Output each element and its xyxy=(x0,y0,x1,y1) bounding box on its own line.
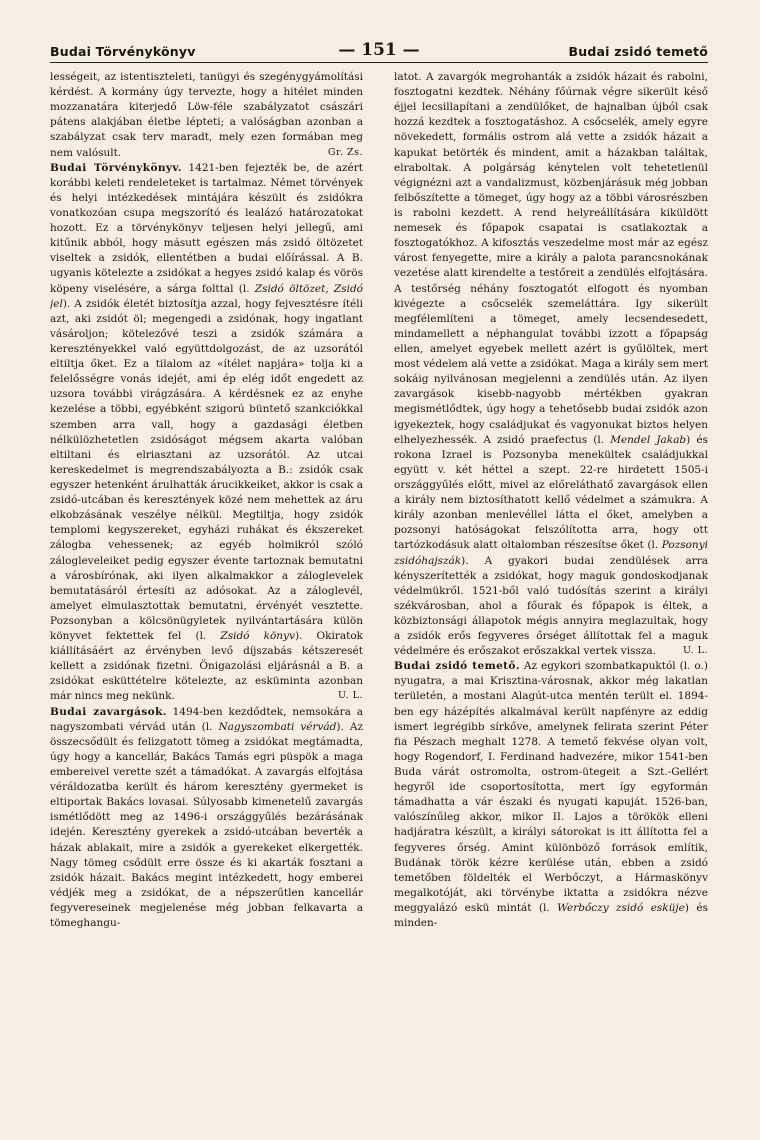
cross-reference: Nagyszombati vérvád xyxy=(218,720,337,733)
running-header xyxy=(50,40,708,63)
entry-text: ) és rokona Izrael is Pozsonyba menekültek családjukkal együtt v. két héttel a szept. 22-re hirdetett 1505-i országgyűlés előtt, mivel az előreláthatő zavargások ellen a király nem biztosíthatott kellő védelmet a számukra. A király azonban menlevéllel látta el őket, amelyben a pozsonyi hatóságokat felszólította arra, hogy ott tartózkodásuk alatt oltalomban részesítse őket (l. xyxy=(394,433,708,552)
author-signature: U. L. xyxy=(682,645,708,657)
header-right-title: Budai zsidó temető xyxy=(568,44,708,59)
cross-reference: Pozsonyi zsidóhajszák xyxy=(394,539,708,567)
cross-reference: Zsidó könyv xyxy=(220,630,295,643)
entry-text: latot. A zavargók megrohanták a zsidók házait és rabolni, fosztogatni kezdtek. Néhány főúrnak végre sikerült késő éjjel lecsillapítani a zendülőket, de hajnalban újból csak hozzá kezdtek a fosztogatáshoz. A csőcselék, amely egyre növekedett, formális ostrom alá vette a zsidók házait a kapukat betörték és mindent, amit a házakban találtak, elraboltak. A polgárság kénytelen volt tehetetlenül végignézni azt a vandalizmust, közbenjárásuk még jobban felbőszítette a tömeget, úgy hogy az a többi városrészben is rabolni kezdett. A rend helyreállítására kiküldött nemesek és főpapok csapatai is csatlakoztak a fosztogatókhoz. A kifosztás veszedelme most már az egész várost fenyegette, mire a király a palota parancsnokának vezetése alatt kirendelte a testőreit a zendülés elfojtására. A testőrség néhány fosztogatót elfogott és nyomban kivégezte a csőcselék szemeláttára. Igy sikerült megfélemlíteni a tömeget, amely lecsendesedett, mindamellett a néphangulat további izzott a főpapság ellen, amelyet egyebek mellett azért is gyűlöltek, mert most védelem alá vette a zsidókat. Maga a király sem mert sokáig nyilvánosan megjelenni a zendülés után. Az ilyen zavargások kisebb-nagyobb mértékben gyakran megismétlődtek, úgy hogy a tehetősebb budai zsidók azon igyekeztek, hogy családjukat és vagyonukat biztos helyen elhelyezhessék. A zsidó praefectus (l. xyxy=(394,71,708,446)
header-left-title: Budai Törvénykönyv xyxy=(50,44,196,59)
entry-text: ) és minden- xyxy=(394,902,708,930)
entry-text: ). A gyakori budai zendülések arra kényszerítették a zsidókat, hogy maguk gondoskodjanak védelmükről. 1521-ből való tudósítás szerint a királyi székvárosban, ahol a főurak és főpapok is éltek, a közbiztonsági állapotok mégis annyira meglazultak, hogy a zsidók erős fegyveres őrséget állítottak fel a maguk védelmére és erőszakot erőszakkal vertek vissza. xyxy=(394,554,708,658)
entry-text: ). Okiratok kiállításáért az érvényben levő díjszabás kétszeresét kellett a zsidónak fizetni. Önigazolási eljárásnál a B. a zsidókat esküttételre kötelezte, az esküminta azonban már nincs meg nekünk. xyxy=(50,630,363,703)
entry-budai-zsido-temeto xyxy=(394,659,708,931)
author-signature: U. L. xyxy=(337,690,363,702)
entry-text: Az egykori szombatkapuktól (l. o.) nyugatra, a mai Krisztina-városnak, akkor még lakatlan területén, a mostani Alagút-utca mentén terült el. 1894-ben egy házépítés alkalmával került napfényre az eddig ismert legrégibb sírkőve, amelynek felirata szerint Péter fia Pészach meghalt 1278. A temető fekvése olyan volt, hogy Rogendorf, I. Ferdinand hadvezére, mikor 1541-ben Buda várát ostromolta, ostrom-ütegeit a Szt.-Gellért hegyről ide csoportosította, mert így egyformán támadhatta a vár északi és nyugati kapuját. 1526-ban, valószínűleg akkor, mikor II. Lajos a törökök elleni hadjáratra készült, a királyi sátorokat is itt állította fel a fegyveres őrség. Amint különböző források említik, Budának török kézre kerülése után, ebben a zsidó temetőben földelték el Werbőczyt, a Hármaskönyv megalkotóját, aki törvénybe iktatta a zsidókra nézve meggyalázó eskü mintát (l. xyxy=(394,660,708,915)
entry-text: ). A zsidók életét biztosítja azzal, hogy fejvesztésre ítéli azt, aki zsidót öl; megengedi a zsidónak, hogy ingatlant vásároljon; kötelezővé teszi a zsidók számára a keresztényekkel való együttdolgozást, de az uzsorától eltiltja őket. Ez a tilalom az «ítélet napjára» tolja ki a felelősségre vonás idejét, ami ép elég időt engedett az uzsora további virágzására. A kérdésnek ez az enyhe kezelése a többi, egyébként szigorú büntető szankciókkal szemben arra vall, hogy a gazdasági életben nélkülözhetetlen zsidóságot mégsem akarta valóban eltiltani és elriasztani az uzsorától. Az utcai kereskedelmet is megrendszabályozta a B.: zsidók csak egyszer hetenként árulhatták árucikkeiket, akkor is csak a zsidó-utcában és keresztények közé nem mehettek az áru elkobzásának veszélye nélkül. Megtiltja, hogy zsidók templomi kegyszereket, egyházi ruhákat és ékszereket zálogba vehessenek; az egyéb holmikról szóló zálogleveleiket pedig egyszer évente tartoznak bemutatni a városbírónak, aki ilyen alkalmakkor a záloglevelek bemutatásáról értesíti az adósokat. Az a záloglevél, amelyet elmulasztottak bemutatni, érvényét vesztette. Pozsonyban a kölcsönügyletek nyilvántartására külön könyvet fektettek fel (l. xyxy=(50,297,363,643)
entry-continuation xyxy=(50,70,363,161)
cross-reference: Werbőczy zsidó esküje xyxy=(557,902,685,915)
entry-headword: Budai zavargások. xyxy=(50,705,167,718)
entry-budai-torvenykonyv xyxy=(50,161,363,705)
entry-continuation xyxy=(394,70,708,659)
page-number: — 151 — xyxy=(338,40,420,60)
entry-text: ). Az összecsődült és felizgatott tömeg a zsidókat megtámadta, úgy hogy a kancellár, Bakács Tamás egri püspök a maga embereivel verette szét a támadókat. A zavargás elfojtása véráldozatba került és három keresztény gyermeket is eltiportak Bakács lovasai. Súlyosabb kimenetelű zavargás ismétlődött meg az 1496-i országgyűlés bezárásának idején. Keresztény gyerekek a zsidó-utcában beverték a házak ablakait, mire a zsidók a gyerekeket elkergették. Nagy tömeg csődült erre össze és ki akarták fosztani a zsidók házait. Bakács megint intézkedett, hogy emberei védjék meg a zsidókat, de a népszerűtlen kancellár fegyvereseinek megjelenése még jobban felkavarta a tömeghangu- xyxy=(50,720,363,930)
cross-reference: Zsidó öltözet, Zsidó jel xyxy=(50,282,363,310)
entry-budai-zavargasok xyxy=(50,705,363,932)
entry-headword: Budai Törvénykönyv. xyxy=(50,161,182,174)
author-signature: Gr. Zs. xyxy=(327,146,363,158)
left-column xyxy=(50,70,363,1125)
paragraph-text: lességeit, az istentiszteleti, tanügyi és szegénygyámolítási kérdést. A kormány úgy tervezte, hogy a hitélet minden mozzanatára kiterjedő Löw-féle szabályzatot császári pátens alakjában életbe lépteti; a valóságban azonban a szabályzat csak terv maradt, mely ezen formában meg nem valósult. xyxy=(50,71,363,159)
entry-text: 1494-ben kezdődtek, nemsokára a nagyszombati vérvád után (l. xyxy=(50,705,363,733)
right-column xyxy=(394,70,708,1125)
entry-text: 1421-ben fejezték be, de azért korábbi keleti rendeleteket is tartalmaz. Német törvények és helyi intézkedések mintájára készült és zsidókra vonatkozóan csupa megszorító és lealázó határozatokat hozott. Ez a törvénykönyv teljesen helyi jellegű, ami kitűnik abból, hogy másutt egészen más zsidó öltözetet viseltek a zsidók, ellentétben a budai előírással. A B. ugyanis kötelezte a zsidókat a hegyes zsidó kalap és vörös köpeny viselésére, a sárga folttal (l. xyxy=(50,161,363,295)
entry-headword: Budai zsidó temető. xyxy=(394,660,520,673)
cross-reference: Mendel Jakab xyxy=(610,433,687,446)
